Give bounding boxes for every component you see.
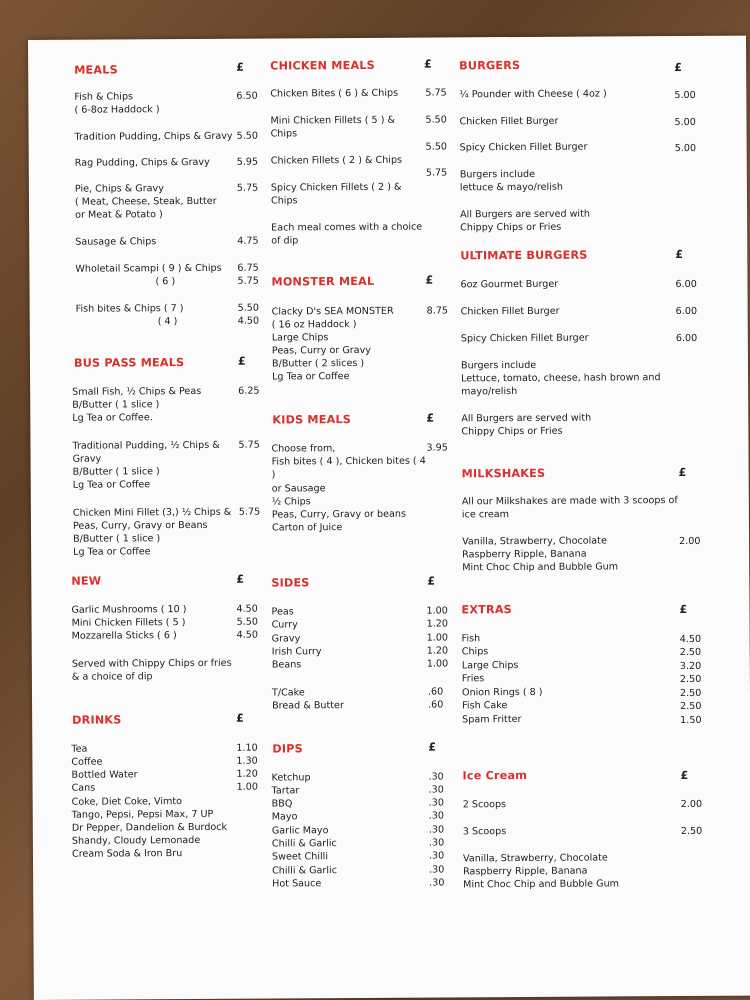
item-name: Gravy bbox=[271, 633, 301, 645]
item-price: 5.75 bbox=[237, 275, 259, 287]
item-name: Wholetail Scampi ( 9 ) & Chips bbox=[75, 262, 222, 275]
item-note: All Burgers are served with bbox=[460, 208, 590, 221]
item-name: Spicy Chicken Fillet Burger bbox=[459, 141, 588, 154]
item-price: .30 bbox=[429, 877, 445, 889]
section-title-chicken-meals: CHICKEN MEALS bbox=[270, 58, 375, 73]
item-name: Tradition Pudding, Chips & Gravy bbox=[74, 130, 233, 143]
item-price: 5.75 bbox=[238, 506, 261, 518]
item-price: 5.95 bbox=[236, 156, 259, 168]
item-price: 5.50 bbox=[425, 114, 447, 126]
item-name: BBQ bbox=[271, 798, 293, 810]
item-price: 8.75 bbox=[426, 305, 449, 317]
item-name: Fish Cake bbox=[462, 700, 508, 712]
item-detail: B/Butter ( 1 slice ) bbox=[72, 466, 160, 478]
item-name: Mozzarella Sticks ( 6 ) bbox=[71, 630, 177, 642]
item-name: Chicken Mini Fillet (3,) ½ Chips & bbox=[72, 506, 232, 519]
item-note: of dip bbox=[271, 235, 299, 247]
item-detail: ( 4 ) bbox=[157, 316, 178, 328]
item-detail: Gravy bbox=[72, 453, 102, 465]
pound-header: £ bbox=[236, 572, 244, 586]
item-price: 1.00 bbox=[236, 781, 258, 793]
item-price: 4.50 bbox=[679, 633, 702, 646]
item-name: Vanilla, Strawberry, Chocolate bbox=[462, 535, 607, 548]
section-title-ice-cream: Ice Cream bbox=[462, 768, 528, 783]
item-note: Lettuce, tomato, cheese, hash brown and bbox=[461, 372, 661, 385]
item-name: ¼ Pounder with Cheese ( 4oz ) bbox=[459, 88, 607, 101]
item-name: Small Fish, ½ Chips & Peas bbox=[72, 385, 202, 398]
item-price: 5.75 bbox=[425, 167, 448, 179]
item-price: 2.50 bbox=[679, 687, 702, 700]
item-price: 1.10 bbox=[236, 742, 258, 754]
item-name: Chilli & Garlic bbox=[271, 838, 337, 850]
item-name: T/Cake bbox=[271, 687, 305, 699]
item-name: Fries bbox=[461, 673, 485, 685]
item-price: 1.30 bbox=[236, 755, 258, 767]
item-detail: ( 6-8oz Haddock ) bbox=[74, 104, 160, 116]
section-title-sides: SIDES bbox=[271, 576, 310, 590]
item-name: Tea bbox=[71, 743, 88, 755]
item-name: Coffee bbox=[71, 756, 103, 768]
item-price: 5.50 bbox=[236, 616, 258, 628]
item-name: Garlic Mayo bbox=[271, 825, 329, 837]
item-detail: B/Butter ( 1 slice ) bbox=[72, 399, 160, 411]
pound-header: £ bbox=[428, 740, 437, 754]
item-price: 2.50 bbox=[680, 825, 703, 838]
item-note: All Burgers are served with bbox=[461, 412, 592, 425]
item-detail: Lg Tea or Coffee bbox=[272, 371, 350, 383]
item-price: 3.95 bbox=[426, 442, 448, 454]
pound-header: £ bbox=[424, 57, 432, 71]
item-price: 4.75 bbox=[237, 235, 259, 247]
pound-header: £ bbox=[680, 768, 689, 783]
item-price: 3.20 bbox=[679, 660, 702, 673]
section-title-ultimate-burgers: ULTIMATE BURGERS bbox=[460, 248, 588, 263]
item-price: .30 bbox=[428, 784, 444, 796]
pound-header: £ bbox=[675, 248, 684, 262]
item-detail: Chips bbox=[270, 128, 298, 140]
pound-header: £ bbox=[679, 602, 688, 617]
item-detail: Cream Soda & Iron Bru bbox=[71, 848, 183, 860]
item-price: .60 bbox=[428, 699, 444, 711]
item-detail: ½ Chips bbox=[271, 496, 311, 508]
item-price: 2.50 bbox=[679, 673, 702, 686]
item-detail: Carton of Juice bbox=[271, 522, 343, 534]
item-price: 4.50 bbox=[236, 603, 258, 615]
item-detail: Coke, Diet Coke, Vimto bbox=[71, 796, 183, 808]
item-name: Bread & Butter bbox=[272, 700, 344, 712]
item-name: Spam Fritter bbox=[462, 713, 522, 726]
item-detail: Fish bites ( 4 ), Chicken bites ( 4 bbox=[271, 455, 426, 468]
item-name: Fish bbox=[461, 633, 481, 645]
item-detail: Shandy, Cloudy Lemonade bbox=[71, 834, 201, 847]
item-price: 5.75 bbox=[238, 439, 260, 451]
pound-header: £ bbox=[236, 711, 244, 725]
item-price: 5.00 bbox=[674, 116, 696, 129]
item-name: Spicy Chicken Fillets ( 2 ) & bbox=[270, 181, 402, 194]
item-detail: ( 6 ) bbox=[155, 276, 176, 288]
item-price: 1.20 bbox=[426, 645, 449, 657]
section-title-meals: MEALS bbox=[74, 63, 118, 77]
item-name: Fish bites & Chips ( 7 ) bbox=[75, 303, 184, 315]
item-name: 6oz Gourmet Burger bbox=[460, 278, 559, 291]
item-note: Chippy Chips or Fries bbox=[461, 425, 563, 438]
item-detail: ( Meat, Cheese, Steak, Butter bbox=[74, 195, 217, 208]
item-detail: Chips bbox=[270, 195, 298, 207]
item-price: 5.75 bbox=[236, 182, 259, 194]
item-price: 1.00 bbox=[426, 605, 448, 617]
item-name: Traditional Pudding, ½ Chips & bbox=[72, 439, 220, 452]
pound-header: £ bbox=[425, 273, 434, 287]
item-price: 6.50 bbox=[236, 90, 258, 102]
item-price: 1.50 bbox=[680, 714, 702, 727]
item-price: 5.50 bbox=[236, 130, 258, 142]
item-name: Spicy Chicken Fillet Burger bbox=[460, 332, 589, 345]
item-name: Peas bbox=[271, 606, 294, 618]
pound-header: £ bbox=[237, 354, 246, 368]
item-price: 2.00 bbox=[680, 798, 703, 811]
section-title-dips: DIPS bbox=[272, 742, 303, 756]
item-price: 5.50 bbox=[425, 141, 448, 153]
item-note: ice cream bbox=[461, 509, 509, 521]
item-name: 3 Scoops bbox=[462, 826, 507, 838]
pound-header: £ bbox=[236, 60, 244, 74]
item-name: Bottled Water bbox=[71, 769, 138, 781]
item-note: All our Milkshakes are made with 3 scoops of bbox=[461, 495, 678, 508]
pound-header: £ bbox=[426, 411, 435, 425]
item-name: Cans bbox=[71, 782, 96, 794]
item-price: .60 bbox=[427, 686, 444, 698]
item-detail: Mint Choc Chip and Bubble Gum bbox=[463, 878, 620, 891]
item-price: 1.00 bbox=[426, 632, 449, 644]
item-detail: Raspberry Ripple, Banana bbox=[463, 865, 588, 878]
menu-sheet bbox=[28, 36, 750, 1000]
item-price: .30 bbox=[428, 850, 445, 862]
item-detail: B/Butter ( 1 slice ) bbox=[73, 533, 161, 545]
section-title-bus-pass: BUS PASS MEALS bbox=[73, 356, 185, 370]
item-price: .30 bbox=[428, 771, 444, 783]
item-name: Hot Sauce bbox=[272, 878, 322, 890]
item-name: Beans bbox=[271, 659, 302, 671]
item-price: 5.00 bbox=[674, 89, 696, 102]
item-note: mayo/relish bbox=[461, 386, 518, 398]
item-name: Rag Pudding, Chips & Gravy bbox=[74, 156, 210, 169]
item-price: 6.00 bbox=[675, 332, 698, 345]
item-detail: Lg Tea or Coffee bbox=[73, 546, 151, 558]
item-name: Ketchup bbox=[271, 772, 311, 784]
item-detail: Large Chips bbox=[271, 332, 329, 344]
item-price: 6.00 bbox=[675, 305, 698, 318]
item-price: .30 bbox=[428, 837, 445, 849]
item-price: 2.50 bbox=[679, 646, 702, 659]
item-price: 1.20 bbox=[236, 768, 258, 780]
item-name: Vanilla, Strawberry, Chocolate bbox=[462, 852, 608, 865]
item-name: Mini Chicken Fillets ( 5 ) bbox=[71, 617, 186, 629]
item-price: 5.00 bbox=[674, 142, 697, 155]
section-title-milkshakes: MILKSHAKES bbox=[461, 466, 546, 481]
item-name: Sweet Chilli bbox=[271, 851, 329, 863]
item-price: 5.50 bbox=[237, 302, 260, 314]
item-name: Clacky D's SEA MONSTER bbox=[271, 305, 394, 318]
item-price: 4.50 bbox=[237, 315, 260, 327]
item-note: lettuce & mayo/relish bbox=[459, 181, 563, 194]
item-price: 5.75 bbox=[425, 87, 447, 99]
item-detail: Peas, Curry, Gravy or Beans bbox=[72, 519, 208, 532]
item-note: Burgers include bbox=[459, 168, 536, 181]
item-name: Chicken Fillet Burger bbox=[460, 305, 560, 318]
item-price: 6.75 bbox=[237, 262, 259, 274]
item-detail: Tango, Pepsi, Pepsi Max, 7 UP bbox=[71, 808, 214, 821]
section-title-kids-meals: KIDS MEALS bbox=[272, 413, 352, 427]
item-price: 4.50 bbox=[236, 629, 259, 641]
item-name: Mini Chicken Fillets ( 5 ) & bbox=[270, 114, 395, 127]
item-detail: Dr Pepper, Dandelion & Burdock bbox=[71, 821, 228, 834]
item-detail: or Meat & Potato ) bbox=[75, 209, 163, 221]
item-name: Sausage & Chips bbox=[75, 236, 157, 248]
item-name: Fish & Chips bbox=[74, 91, 134, 103]
item-name: Curry bbox=[271, 619, 298, 631]
item-name: 2 Scoops bbox=[462, 799, 507, 811]
item-name: Chicken Fillet Burger bbox=[459, 115, 559, 128]
item-price: .30 bbox=[429, 864, 445, 876]
item-note: & a choice of dip bbox=[71, 671, 153, 683]
section-title-extras: EXTRAS bbox=[461, 603, 512, 617]
section-title-monster-meal: MONSTER MEAL bbox=[271, 274, 375, 289]
item-detail: Peas, Curry, Gravy or beans bbox=[271, 508, 407, 521]
item-detail: or Sausage bbox=[271, 483, 326, 495]
pound-header: £ bbox=[427, 574, 436, 588]
item-price: .30 bbox=[428, 810, 445, 822]
section-title-drinks: DRINKS bbox=[72, 713, 122, 727]
item-detail: Peas, Curry or Gravy bbox=[271, 344, 371, 357]
item-price: .30 bbox=[428, 797, 444, 809]
item-note: Chippy Chips or Fries bbox=[460, 221, 562, 234]
item-name: Choose from, bbox=[271, 443, 336, 455]
item-name: Onion Rings ( 8 ) bbox=[461, 686, 543, 699]
item-name: Tartar bbox=[271, 785, 300, 797]
item-price: 6.25 bbox=[238, 385, 260, 397]
item-name: Pie, Chips & Gravy bbox=[74, 183, 164, 195]
item-price: 2.50 bbox=[680, 700, 702, 713]
item-detail: ( 16 oz Haddock ) bbox=[271, 318, 357, 331]
item-price: 1.20 bbox=[426, 618, 448, 630]
item-name: Chips bbox=[461, 646, 489, 658]
section-title-new: NEW bbox=[71, 574, 102, 588]
item-price: 6.00 bbox=[675, 278, 697, 291]
pound-header: £ bbox=[678, 465, 687, 480]
item-note: Each meal comes with a choice bbox=[271, 221, 423, 234]
item-name: Chicken Fillets ( 2 ) & Chips bbox=[270, 154, 403, 167]
item-price: .30 bbox=[428, 824, 445, 836]
item-detail: Mint Choc Chip and Bubble Gum bbox=[462, 561, 619, 574]
pound-header: £ bbox=[674, 61, 682, 75]
item-price: 1.00 bbox=[426, 658, 449, 670]
item-name: Irish Curry bbox=[271, 646, 322, 658]
section-title-burgers: BURGERS bbox=[459, 58, 521, 73]
item-detail: Lg Tea or Coffee bbox=[72, 479, 151, 491]
item-note: Burgers include bbox=[460, 359, 537, 372]
item-detail: Lg Tea or Coffee. bbox=[72, 412, 153, 424]
item-name: Mayo bbox=[271, 811, 298, 823]
item-detail: ) bbox=[271, 469, 276, 481]
item-name: Chilli & Garlic bbox=[272, 865, 338, 877]
item-detail: B/Butter ( 2 slices ) bbox=[271, 357, 365, 370]
item-note: Served with Chippy Chips or fries bbox=[71, 657, 232, 670]
item-name: Large Chips bbox=[461, 660, 519, 672]
item-detail: Raspberry Ripple, Banana bbox=[462, 548, 587, 561]
item-name: Garlic Mushrooms ( 10 ) bbox=[71, 604, 187, 616]
item-name: Chicken Bites ( 6 ) & Chips bbox=[270, 87, 399, 100]
item-price: 2.00 bbox=[679, 535, 701, 548]
